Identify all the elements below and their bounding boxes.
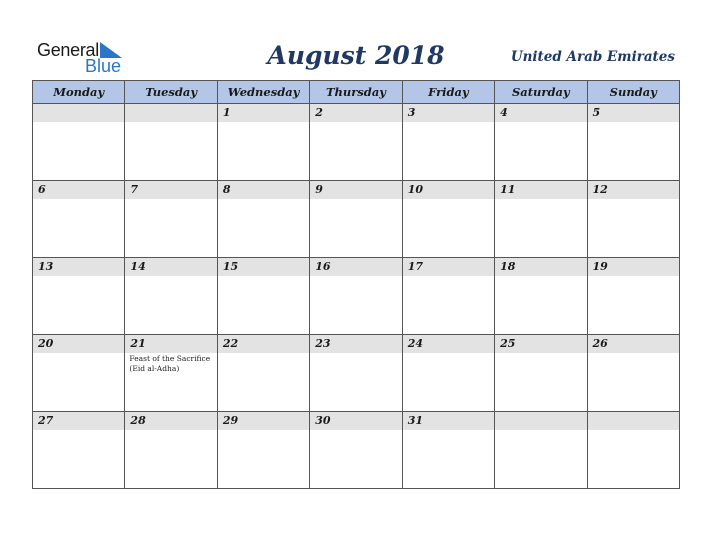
day-number-bar (125, 335, 216, 353)
day-cell (33, 258, 125, 335)
day-cell (217, 258, 309, 335)
day-cell (310, 181, 402, 258)
day-number: 17 (407, 260, 423, 273)
day-cell (125, 181, 217, 258)
day-number: 13 (38, 260, 54, 273)
day-number: 31 (407, 414, 423, 427)
day-number: 28 (130, 414, 146, 427)
day-number-bar (125, 181, 216, 199)
day-number: 12 (592, 183, 608, 196)
day-number: 10 (407, 183, 423, 196)
day-number-bar (33, 335, 124, 353)
day-cell (33, 412, 125, 489)
day-number: 25 (500, 337, 516, 350)
day-cell (587, 335, 679, 412)
day-number: 5 (592, 106, 601, 119)
weekday-tuesday: Tuesday (125, 81, 217, 104)
day-cell (587, 258, 679, 335)
day-cell (310, 412, 402, 489)
day-number: 15 (222, 260, 239, 273)
holiday-event-text: (Eid al-Adha) (129, 364, 180, 373)
day-number-bar (218, 335, 309, 353)
weekday-header-row (33, 81, 680, 104)
day-number-bar (218, 258, 309, 276)
day-cell (402, 335, 494, 412)
week-row (33, 258, 680, 335)
day-number-bar (588, 335, 679, 353)
calendar-title: August 2018 (267, 41, 445, 70)
day-number: 7 (130, 183, 139, 196)
day-number-bar (403, 258, 494, 276)
weekday-monday: Monday (33, 81, 125, 104)
day-cell (217, 181, 309, 258)
day-cell (217, 335, 309, 412)
day-number: 24 (407, 337, 423, 350)
day-number: 16 (315, 260, 331, 273)
day-number: 6 (38, 183, 46, 196)
day-number-bar (495, 258, 586, 276)
day-number: 30 (315, 414, 331, 427)
day-number: 27 (38, 414, 54, 427)
day-number: 20 (38, 337, 54, 350)
day-cell (587, 104, 679, 181)
day-number: 2 (315, 106, 323, 119)
empty-day-cell (495, 412, 587, 489)
day-number-bar (218, 412, 309, 430)
day-number: 23 (315, 337, 331, 350)
day-number: 3 (407, 106, 416, 119)
day-cell (125, 335, 217, 412)
weekday-thursday: Thursday (310, 81, 402, 104)
calendar-grid (32, 80, 680, 489)
day-cell (33, 181, 125, 258)
day-number-bar (403, 335, 494, 353)
day-number-bar (403, 104, 494, 122)
day-cell (402, 412, 494, 489)
day-number-bar (403, 412, 494, 430)
logo-text-general: General (37, 40, 99, 60)
day-number-bar (588, 181, 679, 199)
day-number-bar (33, 104, 124, 122)
day-number-bar (125, 104, 216, 122)
empty-day-cell (33, 104, 125, 181)
week-row (33, 104, 680, 181)
day-number: 11 (500, 183, 516, 196)
weekday-wednesday: Wednesday (217, 81, 309, 104)
day-number-bar (310, 412, 401, 430)
day-number: 26 (592, 337, 608, 350)
day-number-bar (218, 181, 309, 199)
day-cell (310, 258, 402, 335)
day-number-bar (495, 335, 586, 353)
day-number-bar (495, 104, 586, 122)
day-number: 18 (500, 260, 516, 273)
week-row (33, 335, 680, 412)
day-cell (587, 181, 679, 258)
day-number: 19 (592, 260, 608, 273)
day-number-bar (310, 104, 401, 122)
day-cell (402, 181, 494, 258)
day-number-bar (125, 412, 216, 430)
weekday-sunday: Sunday (587, 81, 679, 104)
day-cell (125, 412, 217, 489)
day-number-bar (403, 181, 494, 199)
day-number-bar (33, 258, 124, 276)
calendar-body (33, 104, 680, 489)
empty-day-cell (125, 104, 217, 181)
day-number: 29 (222, 414, 239, 427)
day-number-bar (588, 258, 679, 276)
day-number-bar (218, 104, 309, 122)
day-cell (310, 335, 402, 412)
empty-day-cell (587, 412, 679, 489)
day-cell (33, 335, 125, 412)
logo-text-blue: Blue (85, 56, 122, 76)
day-cell (495, 181, 587, 258)
day-number-bar (310, 258, 401, 276)
holiday-event-text: Feast of the Sacrifice (129, 354, 211, 363)
day-number-bar (588, 104, 679, 122)
day-cell (495, 258, 587, 335)
day-number: 21 (130, 337, 146, 350)
weekday-friday: Friday (402, 81, 494, 104)
day-number: 9 (315, 183, 323, 196)
day-number-bar (588, 412, 679, 430)
day-number: 4 (500, 106, 508, 119)
day-number: 8 (222, 183, 231, 196)
day-number-bar (310, 335, 401, 353)
day-number-bar (310, 181, 401, 199)
day-cell (402, 104, 494, 181)
weekday-saturday: Saturday (495, 81, 587, 104)
country-name: United Arab Emirates (510, 49, 675, 65)
day-cell (217, 412, 309, 489)
day-cell (495, 104, 587, 181)
day-cell (125, 258, 217, 335)
day-number-bar (33, 181, 124, 199)
day-cell (402, 258, 494, 335)
day-number-bar (125, 258, 216, 276)
day-cell (310, 104, 402, 181)
day-number-bar (495, 181, 586, 199)
week-row (33, 181, 680, 258)
week-row (33, 412, 680, 489)
day-cell (495, 335, 587, 412)
day-number: 1 (222, 106, 231, 119)
day-number: 14 (130, 260, 146, 273)
day-cell (217, 104, 309, 181)
day-number-bar (33, 412, 124, 430)
day-number: 22 (222, 337, 239, 350)
day-number-bar (495, 412, 586, 430)
